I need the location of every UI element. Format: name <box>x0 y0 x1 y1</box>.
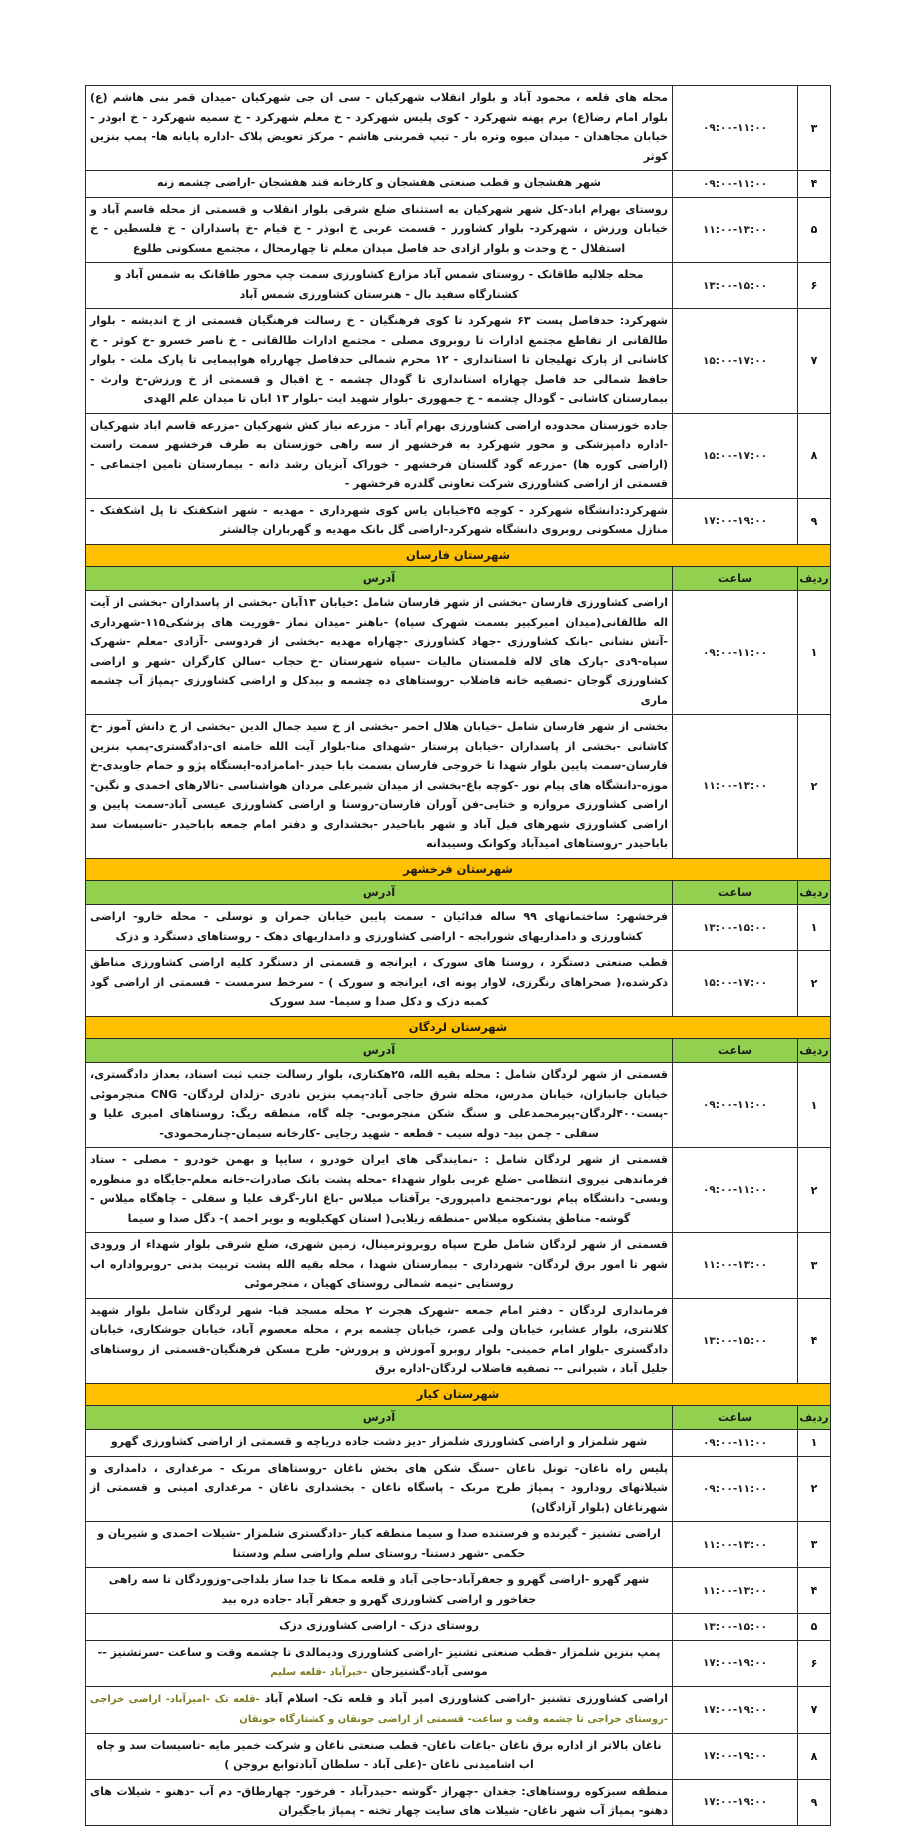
section-title: شهرستان فارسان <box>405 547 511 562</box>
row-number-cell: ۲ <box>810 1482 818 1496</box>
row-number-cell: ۴ <box>810 1584 818 1597</box>
address-cell <box>86 1233 672 1298</box>
row-number-cell: ۲ <box>810 976 818 990</box>
column-header-row <box>86 1405 830 1430</box>
row-number-column-header: ردیف <box>798 1039 830 1063</box>
address-text: اراضی کشاورزی فارسان -بخشی از شهر فارسان شامل :خیابان ۱۳آبان -بخشی از پاسداران -بخشی از آیت اله طالقانی(میدان امیرکبیر بسمت شهرک سپاه) -باهنر -میدان نماز -فوریت های پزشکی۱۱۵-شهرداری -آتش نشانی -بانک کشاورزی -جهاد کشاورزی -چهاراه مهدیه -بخشی از فردوسی -آزادی -معلم -شهرک سپاه-۹دی -پارک های لاله قلمستان مالیات -سپاه شهرستان -خ حجاب -سالن کارگران -شهر و اراضی کشاورزی گوجان -تصفیه خانه فاضلاب -روستاهای ده چشمه و بیدکل و اراضی کشاورزی -پمپاژ آب چشمه ماری <box>90 596 668 707</box>
row-number-cell: ۴ <box>810 1334 818 1347</box>
address-text: اراضی کشاورزی تشنیز -اراضی کشاورزی امیر آباد و قلعه تک- اسلام آباد <box>259 1691 668 1705</box>
table-row <box>86 590 830 714</box>
address-text: محله جلالیه طاقانک - روستای شمس آباد مزارع کشاورزی سمت چپ محور طاقانک به شمس آباد و کشتارگاه سفید بال - هنرستان کشاورزی شمس آباد <box>114 268 644 301</box>
row-number-cell: ۶ <box>810 279 818 292</box>
address-text: روستای دزک - اراضی کشاورزی دزک <box>279 1619 479 1632</box>
table-row <box>86 1147 830 1232</box>
time-column-header: ساعت <box>672 881 798 905</box>
address-text: اراضی تشنیز - گیرنده و فرستنده صدا و سیما منطقه کیار -دادگستری شلمزار -شیلات احمدی و شیریان و حکمی -شهر دستنا- روستای سلم واراضی سلم ودستنا <box>97 1527 661 1560</box>
address-column-header: آدرس <box>86 1039 672 1063</box>
address-cell <box>86 1063 672 1147</box>
time-cell: ۰۹:۰۰-۱۱:۰۰ <box>672 86 798 170</box>
row-number-cell: ۲ <box>810 1183 818 1197</box>
table-row <box>86 197 830 263</box>
address-text: شهر گهرو -اراضی گهرو و جعفرآباد-حاجی آباد و قلعه ممکا تا جدا ساز بلداجی-وزوردگان تا سه راهی جغاخور و اراضی کشاورزی گهرو و جعفر آباد -جاده دره بید <box>108 1573 650 1606</box>
time-cell: ۱۷:۰۰-۱۹:۰۰ <box>672 1734 798 1779</box>
address-cell <box>86 1614 672 1640</box>
row-number-cell: ۸ <box>810 1749 818 1763</box>
time-cell: ۰۹:۰۰-۱۱:۰۰ <box>672 1430 798 1456</box>
section-header <box>86 1016 830 1038</box>
address-text: شهر شلمزار و اراضی کشاورزی شلمزار -دیز دشت جاده دریاچه و قسمتی از اراضی کشاورزی گهرو <box>110 1435 648 1448</box>
row-number-column-header: ردیف <box>798 881 830 905</box>
address-text-olive: -قلعه تک -امیرآباد- اراضی خراجی -روستای خراجی تا چشمه وقت و ساعت- قسمتی از اراضی جونقان و کشتارگاه جونقان <box>90 1693 668 1725</box>
address-text: ناغان بالاتر از اداره برق ناغان -باغات ناغان- قطب صنعتی ناغان و شرکت خمیر مایه -تاسیسات سد و چاه اب اشامیدنی ناغان -(علی آباد - سلطان آبادتوابع بروجن ) <box>96 1738 662 1771</box>
address-cell <box>86 1522 672 1567</box>
address-text: فرخشهر: ساختمانهای ۹۹ ساله فدائیان - سمت پایین خیابان جمران و توسلی - محله خارو- اراضی کشاورزی و دامداریهای شورابجه - اراضی کشاورزی و دامداریهای دهک - روستاهای دستگرد و دزک <box>90 910 668 943</box>
section-title: شهرستان لردگان <box>408 1019 508 1034</box>
address-column-header: آدرس <box>86 1406 672 1430</box>
row-number-cell: ۵ <box>810 223 818 237</box>
table-row <box>86 1456 830 1522</box>
row-number-cell: ۳ <box>810 1258 818 1272</box>
table-row <box>86 86 830 170</box>
address-text: منطقه سبزکوه روستاهای: جغدان -چهراز -گوشه -حیدرآباد - فرخور- چهارطاق- دم آب -دهنو - شیلات های دهنو- پمپاژ آب شهر ناغان- شیلات های سایت چهار تخته - پمپاژ باجگیران <box>90 1784 668 1817</box>
table-row <box>86 1429 830 1456</box>
table-row <box>86 950 830 1016</box>
table-row <box>86 1232 830 1298</box>
table-row <box>86 498 830 544</box>
time-column-header: ساعت <box>672 1406 798 1430</box>
address-cell <box>86 1687 672 1733</box>
address-text: جاده خوزستان محدوده اراضی کشاورزی بهرام آباد - مزرعه نیاز کش شهرکیان -مزرعه قاسم اباد شهرکیان -اداره دامپزشکی و محور شهرکرد به فرخشهر از سه راهی خوزستان به طرف فرخشهر سمت راست (اراضی کوره ها) -مزرعه گود گلستان فرخشهر - خوراک آبزیان رشد دانه - بیمارستان تامین اجتماعی - قسمتی از اراضی کشاورزی شرکت تعاونی گلدره فرخشهر - <box>90 418 668 490</box>
address-cell <box>86 1568 672 1613</box>
time-cell: ۱۱:۰۰-۱۳:۰۰ <box>672 198 798 263</box>
address-cell <box>86 171 672 197</box>
address-cell <box>86 1299 672 1383</box>
time-cell: ۱۷:۰۰-۱۹:۰۰ <box>672 499 798 544</box>
time-cell: ۱۱:۰۰-۱۳:۰۰ <box>672 1522 798 1567</box>
address-text: شهرکرد:دانشگاه شهرکرد - کوچه ۴۵خیابان یاس کوی شهرداری - مهدیه - شهر اشکفتک تا پل اشکفتک - منازل مسکونی روبروی دانشگاه شهرکرد-اراضی گل بانک مهدیه و گهرباران چالشتر <box>90 503 668 536</box>
table-row <box>86 1521 830 1567</box>
section-header <box>86 1383 830 1405</box>
time-cell: ۰۹:۰۰-۱۱:۰۰ <box>672 1457 798 1522</box>
address-text: قسمتی از شهر لردگان شامل : -نمایندگی های ایران خودرو ، سایپا و بهمن خودرو - مصلی - ستاد فرماندهی نیروی انتظامی -ضلع غربی بلوار شهداء -محله پشت بانک صادرات-خانه معلم-جایگاه دو منظوره وبسی- دانشگاه پیام نور-مجتمع دامپروری- برآفتاب میلاس -باغ انار-گرف علیا و سفلی - چاهگاه میلاس - گوشه- مناطق پشتکوه میلاس -منطقه زیلایی( استان کهکیلویه و بویر احمد )- دگل صدا و سیما <box>90 1153 668 1225</box>
table-row <box>86 1613 830 1640</box>
time-cell: ۱۵:۰۰-۱۷:۰۰ <box>672 951 798 1016</box>
address-cell <box>86 309 672 413</box>
row-number-cell: ۷ <box>810 354 818 368</box>
address-cell <box>86 1148 672 1232</box>
time-cell: ۱۳:۰۰-۱۵:۰۰ <box>672 905 798 950</box>
address-cell <box>86 1430 672 1456</box>
row-number-cell: ۳ <box>810 1538 818 1551</box>
time-cell: ۱۵:۰۰-۱۷:۰۰ <box>672 309 798 413</box>
table-row <box>86 1062 830 1147</box>
row-number-column-header: ردیف <box>798 1406 830 1430</box>
table-row <box>86 413 830 498</box>
schedule-table <box>85 85 831 1826</box>
address-cell <box>86 1641 672 1686</box>
row-number-cell: ۹ <box>810 514 818 528</box>
time-cell: ۰۹:۰۰-۱۱:۰۰ <box>672 591 798 714</box>
table-row <box>86 1298 830 1383</box>
address-cell <box>86 198 672 263</box>
time-cell: ۱۱:۰۰-۱۳:۰۰ <box>672 1233 798 1298</box>
time-cell: ۰۹:۰۰-۱۱:۰۰ <box>672 1148 798 1232</box>
address-column-header: آدرس <box>86 567 672 591</box>
time-cell: ۱۷:۰۰-۱۹:۰۰ <box>672 1687 798 1733</box>
address-cell <box>86 591 672 714</box>
address-text: شهرکرد: حدفاصل پست ۶۳ شهرکرد تا کوی فرهنگیان - خ رسالت فرهنگیان قسمتی از خ اندیشه - بلوار طالقانی از تقاطع مجتمع ادارات تا روبروی مصلی - مجتمع ادارات طالقانی - خ ناصر خسرو -خ کوثر - خ کاشانی از پارک تهلیجان تا استانداری - ۱۲ محرم شمالی حدفاصل چهارراه هواپیمایی تا پارک ملت - بلوار حافظ شمالی حد فاصل چهاراه استانداری تا گودال چشمه - خ اقبال و قسمتی از خ ورزش-خ وارث - بیمارستان کاشانی - گودال چشمه - خ جمهوری -بلوار شهید ایت -بلوار ۱۳ ابان تا میدان علم الهدی <box>90 314 668 405</box>
row-number-cell: ۱ <box>810 1098 818 1112</box>
row-number-cell: ۳ <box>810 121 818 135</box>
column-header-row <box>86 1038 830 1063</box>
address-cell <box>86 1780 672 1825</box>
address-text: پمپ بنزین شلمزار -قطب صنعتی تشنیز -اراضی کشاورزی ودیمالدی تا چشمه وقت و ساعت -سرتشنیز --موسی آباد-گشنیزجان <box>97 1645 661 1678</box>
table-row <box>86 308 830 413</box>
time-cell: ۱۱:۰۰-۱۳:۰۰ <box>672 715 798 858</box>
address-text: روستای بهرام اباد-کل شهر شهرکیان به استثنای ضلع شرقی بلوار انقلاب و قسمتی از محله قاسم آباد و خیابان ورزش ، شهرکرد- بلوار کشاورز - قسمت غربی خ ابوذر - خ قیام -خ پاسداران - خ فلسطین - خ استقلال - خ وحدت و بلوار ازادی حد فاصل میدان معلم تا چهارمحال ، مجتمع مسکونی طلوع <box>90 202 668 255</box>
section-header <box>86 858 830 880</box>
address-cell <box>86 1734 672 1779</box>
address-cell <box>86 86 672 170</box>
row-number-cell: ۱ <box>810 1436 818 1450</box>
section-title: شهرستان کیار <box>416 1386 500 1401</box>
table-row <box>86 262 830 308</box>
row-number-cell: ۱ <box>810 646 818 659</box>
row-number-cell: ۴ <box>810 177 818 191</box>
table-row <box>86 1779 830 1825</box>
address-text: شهر هفشجان و قطب صنعتی هفشجان و کارخانه قند هفشجان -اراضی چشمه زنه <box>157 176 601 189</box>
table-row <box>86 1686 830 1733</box>
time-cell: ۱۷:۰۰-۱۹:۰۰ <box>672 1641 798 1686</box>
time-cell: ۰۹:۰۰-۱۱:۰۰ <box>672 171 798 197</box>
row-number-cell: ۶ <box>810 1656 818 1670</box>
row-number-cell: ۹ <box>810 1795 818 1809</box>
address-cell <box>86 499 672 544</box>
address-column-header: آدرس <box>86 881 672 905</box>
address-cell <box>86 905 672 950</box>
row-number-cell: ۵ <box>810 1620 818 1634</box>
address-text: قسمتی از شهر لردگان شامل طرح سپاه روبروترمینال، زمین شهری، ضلع شرقی بلوار شهداء از ورودی شهر تا امور برق لردگان- شهرداری - بیمارستان شهدا ، محله بقیه الله پشت تربیت بدنی -روبرواداره اب روستایی -نیمه شمالی روستای کهیان ، منجرموئی <box>90 1238 668 1290</box>
address-cell <box>86 263 672 308</box>
time-column-header: ساعت <box>672 1039 798 1063</box>
table-row <box>86 714 830 858</box>
address-text-olive: -خیرآباد -قلعه سلیم <box>270 1667 368 1678</box>
row-number-cell: ۷ <box>810 1703 818 1716</box>
column-header-row <box>86 880 830 905</box>
column-header-row <box>86 566 830 591</box>
address-cell <box>86 1457 672 1522</box>
table-row <box>86 170 830 197</box>
table-row <box>86 1640 830 1686</box>
address-text: بخشی از شهر فارسان شامل -خیابان هلال احمر -بخشی از خ سید جمال الدین -بخشی از خ دانش آموز -خ کاشانی -بخشی از پاسداران -خیابان پرستار -شهدای منا-بلوار آیت الله خامنه ای-دادگستری-پمپ بنزین فارسان-سمت پایین بلوار شهدا تا خروجی فارسان بسمت بابا حیدر -امامزاده-ایستگاه پژو و حمام جاویدی-خ موزه-دانشگاه های پیام نور -کوچه باغ-بخشی از میدان شیرعلی مردان هواشناسی -تالارهای احمدی و نگین-اراضی کشاورزی مروازه و ختایی-فن آوران فارسان-روستا و اراضی کشاورزی عیسی آباد-سمت پایین و اراضی کشاورزی شهرهای فیل آباد و شهر باباحیدر -بخشداری و دفتر امام جمعه باباحیدر -تاسیسات سد باباحیدر -روستاهای امیدآباد وکوانک وسیبدانه <box>90 720 668 850</box>
table-row <box>86 904 830 950</box>
row-number-cell: ۸ <box>810 449 818 462</box>
time-cell: ۱۱:۰۰-۱۳:۰۰ <box>672 1568 798 1613</box>
section-header <box>86 544 830 566</box>
address-text: محله های قلعه ، محمود آباد و بلوار انقلاب شهرکیان - سی ان جی شهرکیان -میدان قمر بنی هاشم (ع) بلوار امام رضا(ع) برم پهنه شهرکرد - کوی پلیس شهرکرد - خ معلم شهرکرد - خ سمیه شهرکرد - خ ابوذر - خیابان مجاهدان - میدان میوه وتره بار - تیپ قمربنی هاشم - مرکز تعویض پلاک -اداره پایانه ها- پمپ بنزین کوثر <box>90 91 668 163</box>
address-text: قسمتی از شهر لردگان شامل : محله بقیه الله، ۲۵هکتاری، بلوار رسالت جنب ثبت اسناد، بعداز دادگستری، خیابان جانبازان، خیابان مدرس، محله شرق حاجی آباد-پمپ بنزین نادری -زلدان لردگان- CNG منجرموئی -پست۴۰۰لردگان-پیرمحمدعلی و سنگ شکن منجرموبی- چله گاه، منطقه ریگ: روستاهای امیری علیا و سفلی - چمن بید- دوله سیب - قطعه - شهید رجایی -کارخانه سیمان-چنارمحمودی- <box>90 1068 668 1140</box>
address-text: فرمانداری لردگان - دفتر امام جمعه -شهرک هجرت ۲ محله مسجد قبا- شهر لردگان شامل بلوار شهید کلانتری، بلوار عشایر، خیابان ولی عصر، خیابان چشمه برم ، محله معصوم آباد، خیابان جوشکاری، خیابان دادگستری -بلوار امام خمینی- بلوار روبرو آموزش و پرورش- طرح مسکن فرهنگیان-قسمتی از روستاهای جلیل آباد ، شیرانی -- تصفیه فاضلاب لردگان-اداره برق <box>90 1303 668 1375</box>
row-number-cell: ۲ <box>810 779 818 793</box>
table-row <box>86 1567 830 1613</box>
address-cell <box>86 951 672 1016</box>
time-cell: ۱۵:۰۰-۱۷:۰۰ <box>672 414 798 498</box>
time-column-header: ساعت <box>672 567 798 591</box>
address-cell <box>86 715 672 858</box>
section-title: شهرستان فرخشهر <box>403 861 513 876</box>
address-text: قطب صنعتی دستگرد ، روستا های سورک ، ایرانجه و قسمتی از دستگرد کلیه اراضی کشاورزی مناطق ذکرشده،( صحراهای رنگرزی، لاوار پونه ای، ایرانجه و سورک ) - سرخط سرمست - قسمتی از اراضی گود کمبه دزک و دکل صدا و سیما- سد سورک <box>90 956 668 1008</box>
time-cell: ۰۹:۰۰-۱۱:۰۰ <box>672 1063 798 1147</box>
address-text: پلیس راه ناغان- تونل ناغان -سنگ شکن های بخش ناغان -روستاهای مربک - مرغداری ، دامداری و شیلاتهای رودارود - پمپاژ طرح مربک - پاسگاه ناغان - بخشداری ناغان - مرغداری امینی و قسمتی از شهرناغان (بلوار آزادگان) <box>90 1461 668 1514</box>
time-cell: ۱۳:۰۰-۱۵:۰۰ <box>672 1614 798 1640</box>
address-cell <box>86 414 672 498</box>
time-cell: ۱۳:۰۰-۱۵:۰۰ <box>672 263 798 308</box>
table-row <box>86 1733 830 1779</box>
row-number-cell: ۱ <box>810 921 818 934</box>
row-number-column-header: ردیف <box>798 567 830 591</box>
time-cell: ۱۳:۰۰-۱۵:۰۰ <box>672 1299 798 1383</box>
time-cell: ۱۷:۰۰-۱۹:۰۰ <box>672 1780 798 1825</box>
